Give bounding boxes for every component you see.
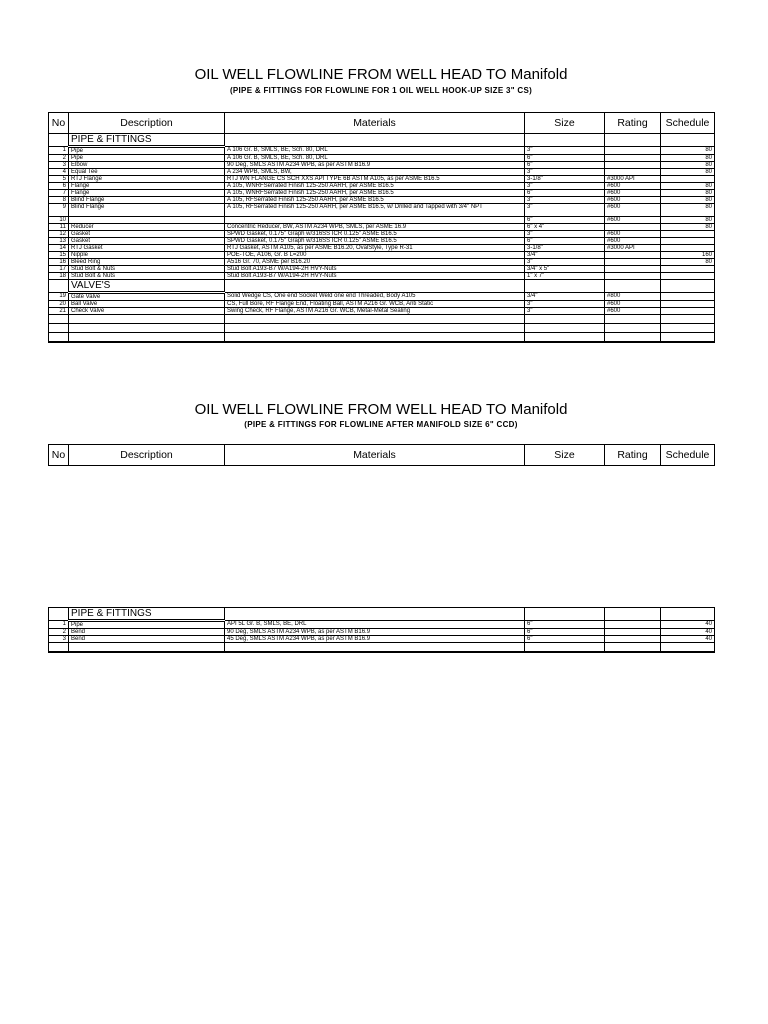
cell-size: 6" — [525, 162, 605, 169]
cell-no: 18 — [49, 273, 69, 280]
cell-rating: #3000 API — [605, 245, 661, 252]
cell-no: 6 — [49, 183, 69, 190]
cell-description — [69, 315, 225, 324]
cell-no: 1 — [49, 147, 69, 155]
cell-no: 1 — [49, 621, 69, 629]
cell-materials: CS, Full Bore, RF Flange End, Floating Ball, ASTM A216 Gr. WCB, Anti Static — [225, 301, 525, 308]
cell-materials: POE-TOE, A106, Gr. B L=200 — [225, 252, 525, 259]
cell-size: 3" — [525, 147, 605, 155]
table-row — [49, 147, 715, 155]
cell-description: Flange — [69, 183, 225, 190]
cell-rating: #600 — [605, 308, 661, 315]
table-row — [49, 155, 715, 162]
cell-no: 12 — [49, 231, 69, 238]
cell-schedule: 40 — [661, 621, 715, 629]
cell-size: 3" — [525, 169, 605, 176]
cell-no: 8 — [49, 197, 69, 204]
section2-header-table — [48, 444, 715, 466]
cell-no: 15 — [49, 252, 69, 259]
header-description: Description — [69, 445, 225, 466]
cell-no — [49, 643, 69, 653]
table-row — [49, 169, 715, 176]
cell-schedule: 80 — [661, 217, 715, 224]
cell-no — [49, 333, 69, 343]
header-size: Size — [525, 445, 605, 466]
cell-rating: #600 — [605, 204, 661, 217]
cell-size: 3" — [525, 231, 605, 238]
cell-materials: A 106 Gr. B, SMLS, BE, Sch. 80, DRL — [225, 147, 525, 155]
cell-materials: A 105, WNRFSerrated Finish 125-250 AARH, per ASME B16.5 — [225, 190, 525, 197]
cell-materials: 90 Deg, SMLS ASTM A234 WPB, as per ASTM B16.9 — [225, 162, 525, 169]
cell-schedule: 80 — [661, 259, 715, 266]
cell-no: 2 — [49, 629, 69, 636]
cell-rating: #600 — [605, 197, 661, 204]
section-label-pipe: PIPE & FITTINGS — [69, 134, 225, 147]
cell-schedule — [661, 333, 715, 343]
cell-no: 4 — [49, 169, 69, 176]
cell-rating: #600 — [605, 190, 661, 197]
header-row — [49, 445, 715, 466]
cell-rating: #600 — [605, 238, 661, 245]
cell-no: 13 — [49, 238, 69, 245]
cell-size: 6" — [525, 155, 605, 162]
cell-size — [525, 324, 605, 333]
cell-description: Elbow — [69, 162, 225, 169]
cell-size: 3" — [525, 301, 605, 308]
cell-materials — [225, 643, 525, 653]
cell-description: Check Valve — [69, 308, 225, 315]
cell-description — [69, 217, 225, 224]
cell-schedule: 160 — [661, 252, 715, 259]
cell-rating — [605, 155, 661, 162]
cell-materials: A 234 WPB, SMLS, BW, — [225, 169, 525, 176]
cell-schedule: 80 — [661, 155, 715, 162]
cell-materials: Concentric Reducer, BW, ASTM A234 WPB, SMLS, per ASME 16.9 — [225, 224, 525, 231]
cell-materials: RTJ Gasket, ASTM A105, as per ASME B16.20, OvalStyle, Type R-31 — [225, 245, 525, 252]
cell-materials: A 105, RFSerrated Finish 125-250 AARH, per ASME B16.5 — [225, 197, 525, 204]
header-description: Description — [69, 113, 225, 134]
cell-rating: #600 — [605, 217, 661, 224]
table-row — [49, 176, 715, 183]
cell-rating — [605, 273, 661, 280]
header-materials: Materials — [225, 445, 525, 466]
cell-rating — [605, 333, 661, 343]
cell-rating — [605, 169, 661, 176]
cell-materials: A 105, WNRFSerrated Finish 125-250 AARH, per ASME B16.5 — [225, 183, 525, 190]
cell-description: Bend — [69, 629, 225, 636]
cell-size: 3" — [525, 259, 605, 266]
cell-schedule — [661, 324, 715, 333]
cell-size: 3" — [525, 197, 605, 204]
header-rating: Rating — [605, 445, 661, 466]
cell-size: 6" — [525, 629, 605, 636]
cell-description: Bend — [69, 636, 225, 643]
cell-description: Ball Valve — [69, 301, 225, 308]
header-schedule: Schedule — [661, 113, 715, 134]
section1-title: OIL WELL FLOWLINE FROM WELL HEAD TO Manifold — [194, 66, 568, 83]
table-row — [49, 252, 715, 259]
cell-description: Pipe — [69, 621, 225, 629]
cell-size: 3/4" — [525, 293, 605, 301]
cell-description — [69, 333, 225, 343]
cell-size: 3-1/8" — [525, 176, 605, 183]
table-row — [49, 245, 715, 252]
cell-no: 9 — [49, 204, 69, 217]
cell-no: 17 — [49, 266, 69, 273]
section2-title: OIL WELL FLOWLINE FROM WELL HEAD TO Manifold — [194, 401, 568, 418]
cell-rating: #600 — [605, 301, 661, 308]
cell-materials: API 5L Gr. B, SMLS, BE, DRL — [225, 621, 525, 629]
cell-description: RTJ Flange — [69, 176, 225, 183]
table-row — [49, 273, 715, 280]
cell-rating: #3000 API — [605, 176, 661, 183]
cell-materials: A 106 Gr. B, SMLS, BE, Sch. 80, DRL — [225, 155, 525, 162]
cell-rating: #600 — [605, 231, 661, 238]
table-row — [49, 308, 715, 315]
cell-description: Blind Flange — [69, 204, 225, 217]
cell-rating — [605, 315, 661, 324]
table-row — [49, 162, 715, 169]
cell-schedule — [661, 238, 715, 245]
cell-description: Reducer — [69, 224, 225, 231]
cell-rating — [605, 629, 661, 636]
cell-size: 6" — [525, 621, 605, 629]
cell-materials — [225, 324, 525, 333]
table-row — [49, 301, 715, 308]
header-row — [49, 113, 715, 134]
cell-materials — [225, 315, 525, 324]
cell-schedule — [661, 231, 715, 238]
cell-schedule: 80 — [661, 224, 715, 231]
table-row — [49, 629, 715, 636]
table-row — [49, 259, 715, 266]
cell-size: 3" — [525, 204, 605, 217]
cell-schedule — [661, 301, 715, 308]
table-row — [49, 293, 715, 301]
cell-size: 6" — [525, 190, 605, 197]
table-row — [49, 190, 715, 197]
cell-description: Stud Bolt & Nuts — [69, 273, 225, 280]
cell-schedule: 80 — [661, 190, 715, 197]
cell-materials: Stud Bolt A193-B7 W/A194-2H HVY-Nuts — [225, 266, 525, 273]
table-row — [49, 315, 715, 324]
cell-description: Pipe — [69, 147, 225, 155]
cell-materials: A 105, RFSerrated Finish 125-250 AARH, per ASME B16.5, w/ Drilled and Tapped with 3/4" NPT — [225, 204, 525, 217]
table-row — [49, 224, 715, 231]
cell-rating — [605, 324, 661, 333]
cell-size — [525, 333, 605, 343]
cell-materials: 90 Deg, SMLS ASTM A234 WPB, as per ASTM B16.9 — [225, 629, 525, 636]
cell-size — [525, 643, 605, 653]
cell-description — [69, 643, 225, 653]
cell-materials: Solid Wedge CS, One end Socket Weld one end Threaded, Body A105 — [225, 293, 525, 301]
cell-materials — [225, 333, 525, 343]
section-row — [49, 134, 715, 147]
cell-schedule: 40 — [661, 636, 715, 643]
cell-no: 20 — [49, 301, 69, 308]
section1-table — [48, 112, 715, 343]
cell-materials: Swing Check, RF Flange, ASTM A216 Gr. WCB, Metal-Metal Sealing — [225, 308, 525, 315]
header-no: No — [49, 445, 69, 466]
cell-no: 16 — [49, 259, 69, 266]
cell-size: 3/4" — [525, 252, 605, 259]
cell-rating — [605, 252, 661, 259]
cell-rating — [605, 162, 661, 169]
cell-size — [525, 315, 605, 324]
section-row — [49, 608, 715, 621]
cell-size: 6" x 4" — [525, 224, 605, 231]
table-row — [49, 333, 715, 343]
cell-no: 2 — [49, 155, 69, 162]
cell-size: 3-1/8" — [525, 245, 605, 252]
cell-size: 3" — [525, 183, 605, 190]
cell-rating — [605, 147, 661, 155]
cell-rating: #800 — [605, 293, 661, 301]
cell-no: 10 — [49, 217, 69, 224]
header-materials: Materials — [225, 113, 525, 134]
cell-schedule — [661, 273, 715, 280]
table-row — [49, 217, 715, 224]
cell-description: Bleed Ring — [69, 259, 225, 266]
cell-schedule — [661, 308, 715, 315]
cell-materials: A516 Gr. 70, ASME per B16.20 — [225, 259, 525, 266]
cell-size: 6" — [525, 238, 605, 245]
cell-description: Flange — [69, 190, 225, 197]
cell-rating — [605, 259, 661, 266]
section-label-valves: VALVE'S — [69, 280, 225, 293]
cell-schedule — [661, 293, 715, 301]
cell-schedule: 40 — [661, 629, 715, 636]
cell-description — [69, 324, 225, 333]
cell-no: 21 — [49, 308, 69, 315]
table-row — [49, 324, 715, 333]
table-row — [49, 621, 715, 629]
cell-no — [49, 315, 69, 324]
table-row — [49, 643, 715, 653]
cell-materials: 45 Deg, SMLS ASTM A234 WPB, as per ASTM B16.9 — [225, 636, 525, 643]
cell-size: 3/4" x 5" — [525, 266, 605, 273]
cell-no: 11 — [49, 224, 69, 231]
cell-schedule: 80 — [661, 183, 715, 190]
cell-schedule: 80 — [661, 169, 715, 176]
cell-materials — [225, 217, 525, 224]
cell-schedule: 80 — [661, 197, 715, 204]
cell-description: Stud Bolt & Nuts — [69, 266, 225, 273]
cell-materials: SPWD Gasket, 0.175" Graph w/316SS ICR 0.125" ASME B16.5 — [225, 238, 525, 245]
cell-no: 3 — [49, 636, 69, 643]
cell-no: 3 — [49, 162, 69, 169]
cell-no: 19 — [49, 293, 69, 301]
table-row — [49, 204, 715, 217]
cell-size: 6" — [525, 217, 605, 224]
cell-description: RTJ Gasket — [69, 245, 225, 252]
cell-rating — [605, 643, 661, 653]
cell-description: Gate Valve — [69, 293, 225, 301]
cell-size: 3" — [525, 308, 605, 315]
cell-materials: Stud Bolt A193-B7 W/A194-2H HVY-Nuts — [225, 273, 525, 280]
cell-rating: #600 — [605, 183, 661, 190]
section1-subtitle: (PIPE & FITTINGS FOR FLOWLINE FOR 1 OIL WELL HOOK-UP SIZE 3" CS) — [229, 86, 533, 95]
cell-description: Pipe — [69, 155, 225, 162]
cell-size: 1" x 7" — [525, 273, 605, 280]
section-row — [49, 280, 715, 293]
table-row — [49, 238, 715, 245]
cell-schedule: 80 — [661, 204, 715, 217]
section2-subtitle: (PIPE & FITTINGS FOR FLOWLINE AFTER MANIFOLD SIZE 6" CCD) — [244, 420, 518, 429]
table-row — [49, 197, 715, 204]
cell-schedule — [661, 315, 715, 324]
header-rating: Rating — [605, 113, 661, 134]
cell-no: 5 — [49, 176, 69, 183]
cell-no: 14 — [49, 245, 69, 252]
table-row — [49, 266, 715, 273]
cell-materials: RTJ WN FLANGE CS SCH XXS API TYPE 6B ASTM A105, as per ASME B16.5 — [225, 176, 525, 183]
table-row — [49, 636, 715, 643]
cell-description: Equal Tee — [69, 169, 225, 176]
cell-rating — [605, 266, 661, 273]
header-schedule: Schedule — [661, 445, 715, 466]
cell-rating — [605, 224, 661, 231]
table-row — [49, 183, 715, 190]
cell-no: 7 — [49, 190, 69, 197]
cell-rating — [605, 621, 661, 629]
header-size: Size — [525, 113, 605, 134]
section-label-pipe: PIPE & FITTINGS — [69, 608, 225, 621]
cell-materials: SPWD Gasket, 0.175" Graph w/316SS ICR 0.125" ASME B16.5 — [225, 231, 525, 238]
cell-size: 6" — [525, 636, 605, 643]
cell-description: Blind Flange — [69, 197, 225, 204]
section2-table — [48, 607, 715, 653]
cell-rating — [605, 636, 661, 643]
cell-schedule: 80 — [661, 147, 715, 155]
cell-no — [49, 324, 69, 333]
cell-schedule: 80 — [661, 162, 715, 169]
cell-description: Gasket — [69, 231, 225, 238]
header-no: No — [49, 113, 69, 134]
cell-schedule — [661, 643, 715, 653]
cell-description: Gasket — [69, 238, 225, 245]
cell-schedule — [661, 245, 715, 252]
cell-description: Nipple — [69, 252, 225, 259]
cell-schedule — [661, 176, 715, 183]
cell-schedule — [661, 266, 715, 273]
table-row — [49, 231, 715, 238]
